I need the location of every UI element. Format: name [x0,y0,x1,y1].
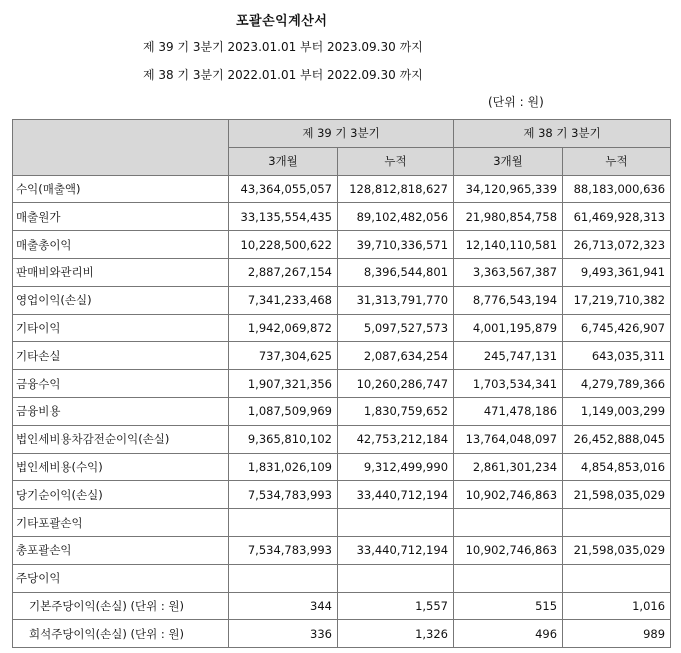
value-cell: 1,326 [338,620,454,648]
value-cell: 4,279,789,366 [563,370,671,398]
value-cell: 21,598,035,029 [563,536,671,564]
value-cell: 61,469,928,313 [563,203,671,231]
table-row [13,286,671,314]
value-cell: 8,396,544,801 [338,258,454,286]
row-label: 판매비와관리비 [13,258,229,286]
value-cell: 42,753,212,184 [338,425,454,453]
value-cell: 336 [229,620,338,648]
row-label: 금융수익 [13,370,229,398]
value-cell: 33,440,712,194 [338,536,454,564]
value-cell: 88,183,000,636 [563,175,671,203]
value-cell: 1,907,321,356 [229,370,338,398]
value-cell: 2,861,301,234 [454,453,563,481]
value-cell: 6,745,426,907 [563,314,671,342]
value-cell: 3,363,567,387 [454,258,563,286]
value-cell: 1,830,759,652 [338,397,454,425]
sub-header-prior-3m: 3개월 [454,147,563,175]
value-cell: 1,942,069,872 [229,314,338,342]
value-cell: 1,016 [563,592,671,620]
value-cell: 13,764,048,097 [454,425,563,453]
value-cell: 39,710,336,571 [338,231,454,259]
table-row [13,370,671,398]
value-cell: 33,135,554,435 [229,203,338,231]
row-label: 기본주당이익(손실) (단위 : 원) [13,592,229,620]
value-cell: 515 [454,592,563,620]
value-cell: 43,364,055,057 [229,175,338,203]
value-cell: 26,452,888,045 [563,425,671,453]
value-cell: 9,365,810,102 [229,425,338,453]
table-row [13,564,671,592]
value-cell: 9,493,361,941 [563,258,671,286]
value-cell: 33,440,712,194 [338,481,454,509]
row-label: 기타이익 [13,314,229,342]
value-cell: 10,902,746,863 [454,481,563,509]
table-row [13,536,671,564]
row-label: 당기순이익(손실) [13,481,229,509]
current-period-line: 제 39 기 3분기 2023.01.01 부터 2023.09.30 까지 [143,40,423,54]
value-cell: 10,260,286,747 [338,370,454,398]
value-cell: 737,304,625 [229,342,338,370]
table-row [13,620,671,648]
group-header-prior: 제 38 기 3분기 [454,120,671,148]
value-cell [563,509,671,537]
row-label: 영업이익(손실) [13,286,229,314]
group-header-current: 제 39 기 3분기 [229,120,454,148]
table-row [13,397,671,425]
value-cell: 1,831,026,109 [229,453,338,481]
value-cell [338,509,454,537]
table-row [13,231,671,259]
value-cell: 17,219,710,382 [563,286,671,314]
sub-header-current-3m: 3개월 [229,147,338,175]
value-cell: 4,001,195,879 [454,314,563,342]
value-cell: 1,149,003,299 [563,397,671,425]
table-row [13,342,671,370]
value-cell: 1,087,509,969 [229,397,338,425]
table-row [13,175,671,203]
value-cell: 1,557 [338,592,454,620]
value-cell: 89,102,482,056 [338,203,454,231]
table-row [13,453,671,481]
value-cell: 31,313,791,770 [338,286,454,314]
value-cell: 496 [454,620,563,648]
table-row [13,509,671,537]
value-cell: 5,097,527,573 [338,314,454,342]
prior-period-line: 제 38 기 3분기 2022.01.01 부터 2022.09.30 까지 [143,68,423,82]
table-row [13,592,671,620]
value-cell: 21,980,854,758 [454,203,563,231]
income-statement-table [12,119,671,648]
table-row [13,425,671,453]
value-cell: 7,534,783,993 [229,536,338,564]
unit-note: (단위 : 원) [488,95,544,109]
value-cell [563,564,671,592]
statement-title: 포괄손익계산서 [236,14,328,29]
row-label: 법인세비용차감전순이익(손실) [13,425,229,453]
row-label: 법인세비용(수익) [13,453,229,481]
value-cell [454,509,563,537]
value-cell [229,564,338,592]
value-cell: 7,341,233,468 [229,286,338,314]
row-label: 기타포괄손익 [13,509,229,537]
sub-header-current-cumulative: 누적 [338,147,454,175]
table-row [13,203,671,231]
value-cell [229,509,338,537]
value-cell: 643,035,311 [563,342,671,370]
value-cell: 34,120,965,339 [454,175,563,203]
value-cell: 4,854,853,016 [563,453,671,481]
row-label: 희석주당이익(손실) (단위 : 원) [13,620,229,648]
value-cell: 10,228,500,622 [229,231,338,259]
value-cell [338,564,454,592]
table-row [13,314,671,342]
table-row [13,481,671,509]
value-cell: 2,887,267,154 [229,258,338,286]
sub-header-prior-cumulative: 누적 [563,147,671,175]
row-label: 총포괄손익 [13,536,229,564]
value-cell: 7,534,783,993 [229,481,338,509]
label-header-cell [13,120,229,176]
value-cell: 8,776,543,194 [454,286,563,314]
value-cell: 9,312,499,990 [338,453,454,481]
value-cell: 471,478,186 [454,397,563,425]
row-label: 기타손실 [13,342,229,370]
row-label: 매출총이익 [13,231,229,259]
value-cell: 344 [229,592,338,620]
row-label: 매출원가 [13,203,229,231]
value-cell: 21,598,035,029 [563,481,671,509]
row-label: 주당이익 [13,564,229,592]
value-cell: 12,140,110,581 [454,231,563,259]
row-label: 금융비용 [13,397,229,425]
value-cell: 26,713,072,323 [563,231,671,259]
value-cell: 2,087,634,254 [338,342,454,370]
row-label: 수익(매출액) [13,175,229,203]
value-cell: 1,703,534,341 [454,370,563,398]
value-cell [454,564,563,592]
table-row [13,258,671,286]
value-cell: 128,812,818,627 [338,175,454,203]
value-cell: 245,747,131 [454,342,563,370]
value-cell: 10,902,746,863 [454,536,563,564]
value-cell: 989 [563,620,671,648]
